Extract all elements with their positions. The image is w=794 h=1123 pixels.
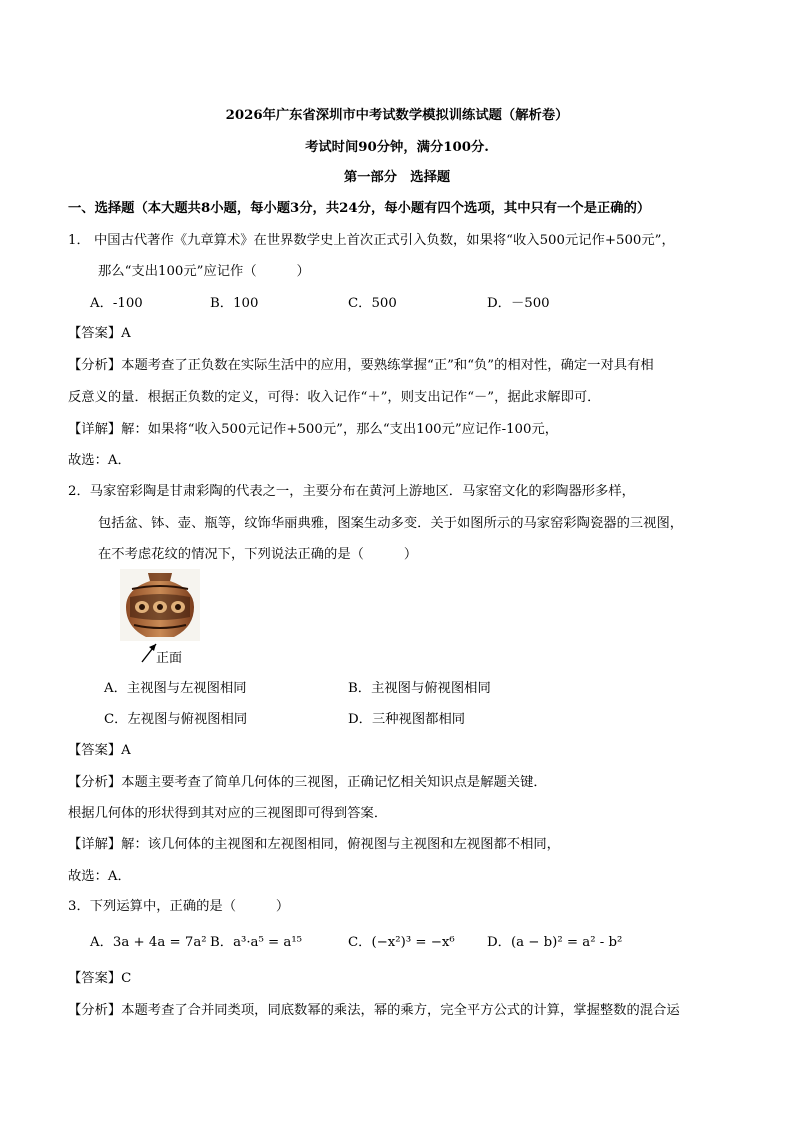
q2-stem-line2: 包括盆、钵、壶、瓶等，纹饰华丽典雅，图案生动多变．关于如图所示的马家窑彩陶瓷器的三视图，	[98, 516, 684, 531]
front-view-label: 正面	[156, 651, 183, 666]
page-title: 2026年广东省深圳市中考试数学模拟训练试题（解析卷）	[225, 108, 569, 123]
q2-detail: 【详解】解：该几何体的主视图和左视图相同，俯视图与主视图和左视图都不相同，	[68, 837, 560, 852]
q2-option-c: C．左视图与俯视图相同	[104, 712, 248, 727]
q1-stem-line2: 那么“支出100元”应记作（ ）	[98, 264, 310, 279]
q3-stem: 3．下列运算中，正确的是（ ）	[68, 899, 290, 914]
q2-analysis-line1: 【分析】本题主要考查了简单几何体的三视图，正确记忆相关知识点是解题关键．	[68, 775, 547, 790]
q2-answer: 【答案】A	[68, 743, 131, 758]
q2-stem-line3: 在不考虑花纹的情况下，下列说法正确的是（ ）	[98, 547, 418, 562]
q2-stem-line1: 2．马家窑彩陶是甘肃彩陶的代表之一，主要分布在黄河上游地区．马家窑文化的彩陶器形多样，	[68, 484, 635, 499]
q1-option-d: D．－500	[487, 296, 550, 311]
q3-option-d: D．(a − b)² = a² - b²	[487, 935, 623, 950]
part-heading: 第一部分 选择题	[343, 170, 451, 185]
q1-option-a: A．-100	[90, 296, 143, 311]
pottery-vase-icon	[120, 569, 200, 641]
q3-analysis-line1: 【分析】本题考查了合并同类项，同底数幂的乘法，幂的乘方，完全平方公式的计算，掌握整数的混合运	[68, 1003, 680, 1018]
q3-option-a: A．3a + 4a = 7a²	[90, 935, 207, 950]
q1-analysis-line1: 【分析】本题考查了正负数在实际生活中的应用，要熟练掌握“正”和“负”的相对性，确定一对具有相	[68, 358, 654, 373]
exam-info: 考试时间90分钟，满分100分.	[305, 140, 489, 155]
q2-option-b: B．主视图与俯视图相同	[348, 681, 491, 696]
q3-answer: 【答案】C	[68, 971, 132, 986]
q1-answer: 【答案】A	[68, 326, 131, 341]
q2-analysis-line2: 根据几何体的形状得到其对应的三视图即可得到答案．	[68, 806, 388, 821]
q3-option-b: B．a³·a⁵ = a¹⁵	[210, 935, 302, 950]
q2-choose: 故选：A．	[68, 869, 131, 884]
q3-option-c: C．(−x²)³ = −x⁶	[348, 935, 455, 950]
q1-analysis-line2: 反意义的量．根据正负数的定义，可得：收入记作“＋”，则支出记作“－”，据此求解即可．	[68, 390, 601, 405]
q2-option-a: A．主视图与左视图相同	[104, 681, 247, 696]
q1-option-c: C．500	[348, 296, 397, 311]
q1-choose: 故选：A．	[68, 453, 131, 468]
q1-stem-line1: 1． 中国古代著作《九章算术》在世界数学史上首次正式引入负数，如果将“收入500元记作+500元”，	[68, 233, 675, 248]
section-heading: 一、选择题（本大题共8小题，每小题3分，共24分，每小题有四个选项，其中只有一个是正确的）	[68, 201, 651, 216]
q1-detail: 【详解】解：如果将“收入500元记作+500元”，那么“支出100元”应记作-100元，	[68, 422, 559, 437]
q2-option-d: D．三种视图都相同	[348, 712, 466, 727]
pottery-image	[120, 569, 200, 641]
q1-option-b: B．100	[210, 296, 259, 311]
